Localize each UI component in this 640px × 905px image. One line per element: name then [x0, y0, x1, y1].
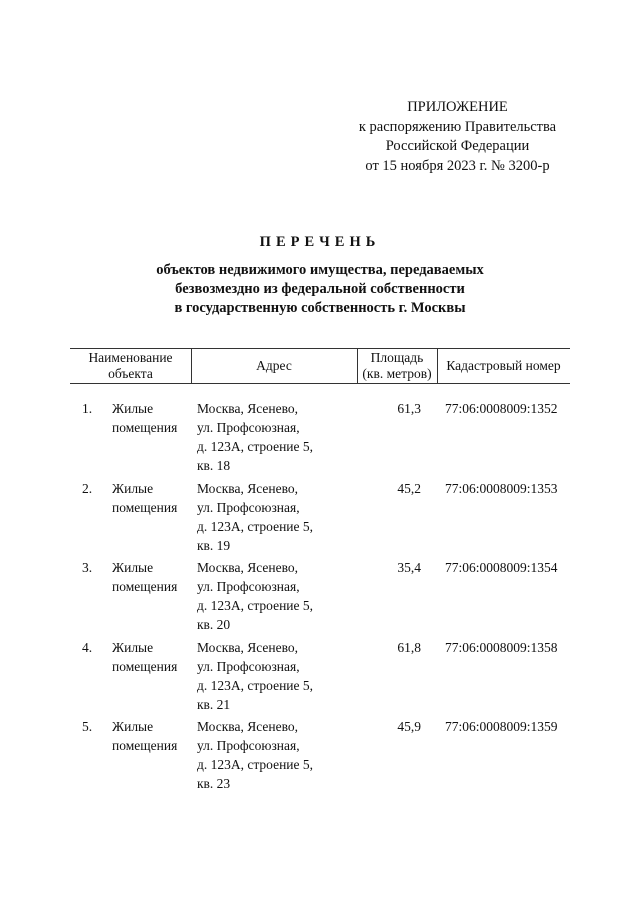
row-name	[112, 717, 177, 755]
header-name-line: Наименование	[88, 350, 173, 365]
row-name-line: помещения	[112, 420, 178, 435]
header-address	[191, 349, 358, 383]
row-address-line: д. 123А, строение 5,	[197, 677, 314, 693]
row-area: 35,4	[397, 560, 421, 575]
row-number: 4.	[82, 639, 93, 655]
row-address-line: Москва, Ясенево,	[197, 480, 299, 496]
table-row	[70, 558, 570, 638]
row-cadastral: 77:06:0008009:1353	[445, 480, 558, 496]
header-area-line: Площадь	[370, 350, 424, 365]
row-address-line: кв. 18	[197, 458, 231, 473]
row-number: 2.	[82, 480, 93, 496]
row-address-line: д. 123А, строение 5,	[197, 439, 314, 454]
row-name-line: помещения	[112, 658, 178, 674]
row-address-line: д. 123А, строение 5,	[197, 518, 314, 534]
row-address-line: ул. Профсоюзная,	[197, 738, 300, 753]
annex-authority: Российской Федерации	[385, 138, 530, 154]
row-address-line: Москва, Ясенево,	[197, 560, 299, 575]
row-name-line: Жилые	[112, 560, 154, 575]
row-name-line: Жилые	[112, 639, 154, 655]
row-address	[197, 717, 313, 793]
row-address-line: кв. 23	[197, 776, 231, 791]
annex-reference: к распоряжению Правительства	[358, 118, 557, 135]
table-body	[70, 399, 570, 797]
row-address-line: Москва, Ясенево,	[197, 639, 299, 655]
row-area: 61,8	[397, 639, 421, 655]
header-address-label: Адрес	[256, 358, 292, 373]
table-row	[70, 717, 570, 797]
header-cadastral	[437, 349, 570, 383]
annex-date-number: от 15 ноября 2023 г. № 3200-р	[365, 157, 550, 174]
row-address	[197, 479, 313, 555]
header-area	[357, 349, 438, 383]
header-cadastral-label: Кадастровый номер	[446, 358, 561, 373]
row-address-line: д. 123А, строение 5,	[197, 757, 314, 772]
subtitle-line: в государственную собственность г. Москвы	[174, 300, 466, 316]
row-cadastral: 77:06:0008009:1358	[445, 639, 558, 655]
row-name	[112, 399, 177, 437]
row-address	[197, 638, 313, 714]
row-name	[112, 479, 177, 517]
row-address	[197, 399, 313, 475]
row-address-line: Москва, Ясенево,	[197, 719, 299, 734]
row-name-line: Жилые	[112, 480, 154, 496]
row-name	[112, 638, 177, 676]
subtitle-line: объектов недвижимого имущества, передаваемых	[156, 262, 484, 278]
row-name-line: помещения	[112, 738, 178, 753]
header-area-line: (кв. метров)	[362, 366, 432, 381]
row-address-line: ул. Профсоюзная,	[197, 658, 300, 674]
row-cadastral: 77:06:0008009:1359	[445, 719, 558, 734]
header-name	[70, 349, 192, 383]
row-address-line: кв. 19	[197, 537, 231, 553]
row-address-line: ул. Профсоюзная,	[197, 499, 300, 515]
table-row	[70, 399, 570, 479]
row-area: 45,9	[397, 719, 421, 734]
row-name-line: Жилые	[112, 401, 154, 416]
row-number: 1.	[82, 401, 93, 416]
row-address	[197, 558, 313, 634]
row-area: 61,3	[397, 401, 421, 416]
annex-block	[340, 98, 575, 176]
row-address-line: Москва, Ясенево,	[197, 401, 299, 416]
table-row	[70, 479, 570, 559]
row-address-line: кв. 21	[197, 696, 231, 712]
row-address-line: ул. Профсоюзная,	[197, 579, 300, 594]
header-name-line: объекта	[108, 366, 153, 381]
row-address-line: кв. 20	[197, 617, 231, 632]
row-name-line: Жилые	[112, 719, 154, 734]
document-subtitle	[0, 261, 640, 318]
row-cadastral: 77:06:0008009:1352	[445, 401, 558, 416]
row-number: 3.	[82, 560, 93, 575]
annex-heading: ПРИЛОЖЕНИЕ	[407, 99, 508, 115]
row-address-line: д. 123А, строение 5,	[197, 598, 314, 613]
row-address-line: ул. Профсоюзная,	[197, 420, 300, 435]
row-name-line: помещения	[112, 579, 178, 594]
row-name-line: помещения	[112, 499, 178, 515]
row-cadastral: 77:06:0008009:1354	[445, 560, 558, 575]
row-name	[112, 558, 177, 596]
row-area: 45,2	[397, 480, 421, 496]
document-title: ПЕРЕЧЕНЬ	[259, 234, 381, 250]
row-number: 5.	[82, 719, 93, 734]
subtitle-line: безвозмездно из федеральной собственности	[175, 281, 465, 297]
table-row	[70, 638, 570, 718]
table-header	[70, 348, 570, 384]
